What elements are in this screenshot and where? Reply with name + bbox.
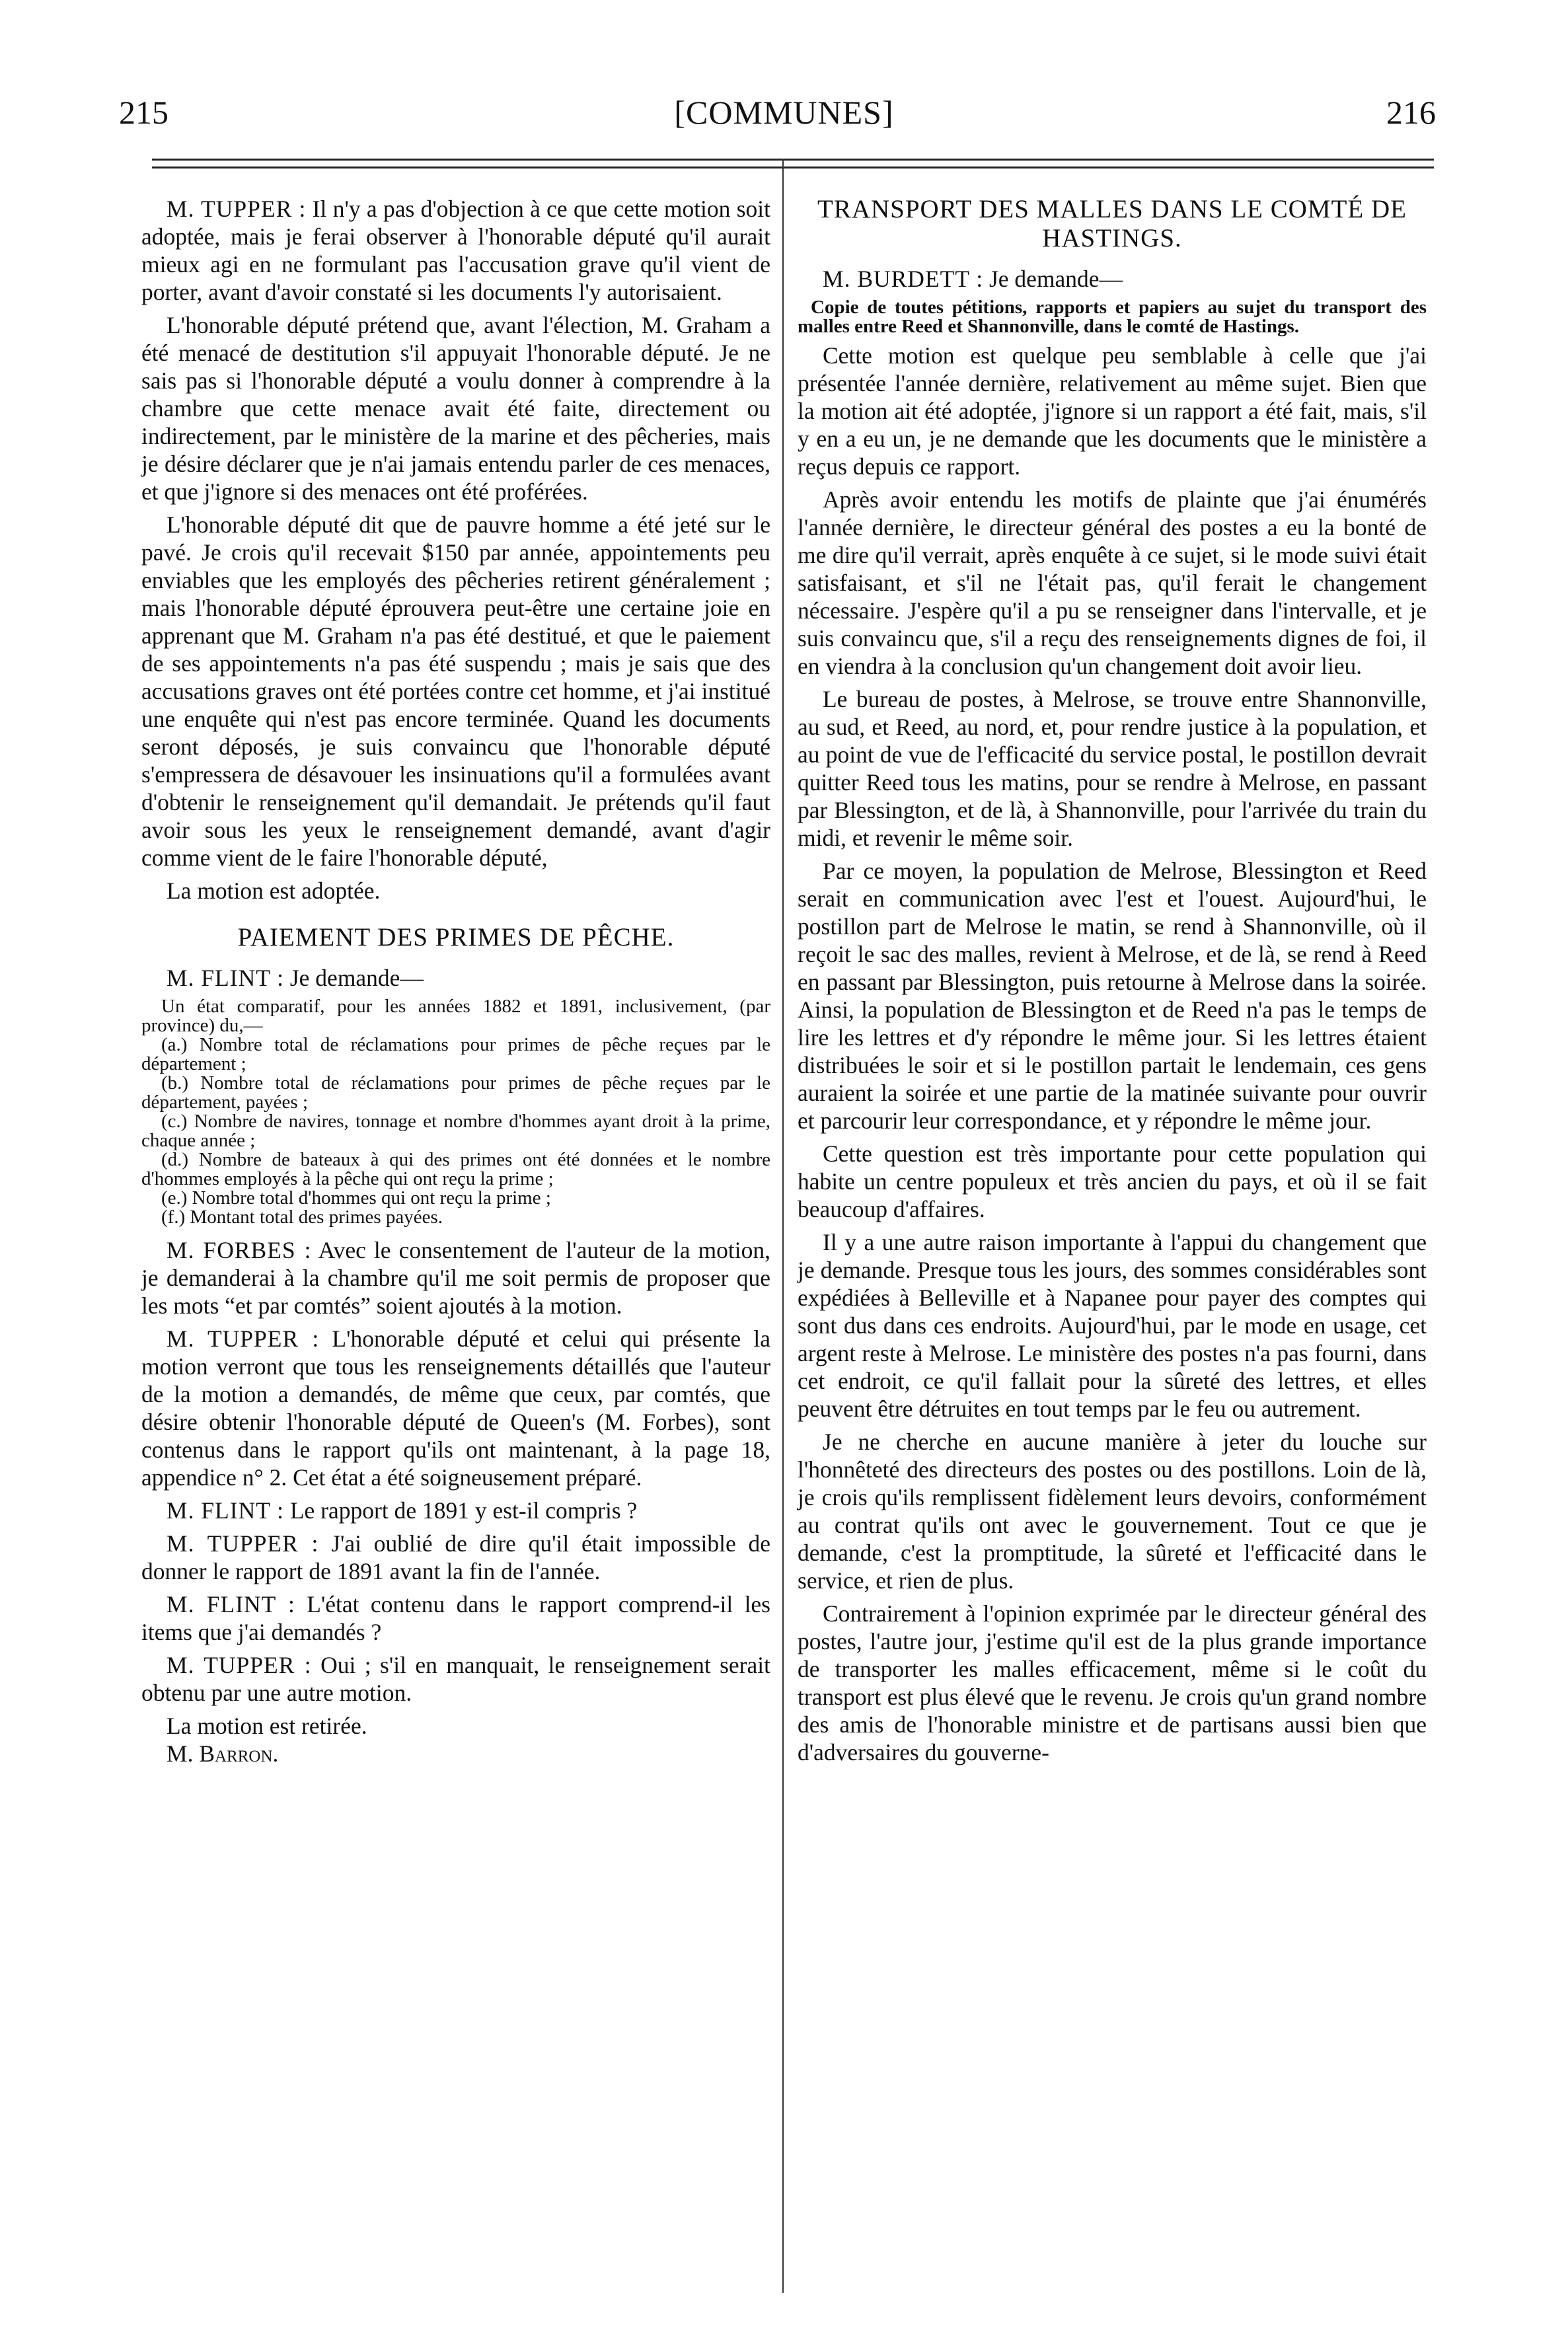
- paragraph-text: J'ai oublié de dire qu'il était impossible de donner le rapport de 1891 avant la fin de l'année.: [141, 1530, 770, 1584]
- motion-withdrawn: La motion est retirée.: [167, 1713, 367, 1739]
- burdett-paragraph-3: Le bureau de postes, à Melrose, se trouve entre Shannonville, au sud, et Reed, au nord, et, pour rendre justice à la population, et au point de vue de l'efficacité du service postal, le postillon devrait quitter Reed tous les matins, pour se rendre à Melrose, en passant par Blessington, et de là, à Shannonville, pour l'arrivée du train du midi, et revenir le même soir.: [798, 686, 1427, 851]
- right-column: [798, 195, 1427, 1771]
- forbes-paragraph: [141, 1236, 770, 1319]
- tupper-answer-1: [141, 1530, 770, 1585]
- flint-question-2: [141, 1590, 770, 1646]
- paragraph-text: Oui ; s'il en manquait, le renseignement serait obtenu par une autre motion.: [141, 1652, 770, 1706]
- motion-item-f: (f.) Montant total des primes payées.: [161, 1207, 443, 1228]
- header-rule-top: [152, 159, 1434, 161]
- speaker-name: M. FORBES :: [167, 1237, 312, 1263]
- motion-item-e: (e.) Nombre total d'hommes qui ont reçu la prime ;: [161, 1187, 551, 1208]
- burdett-paragraph-5: Cette question est très importante pour cette population qui habite un centre populeux et très ancien du pays, et où il se fait beaucoup d'affaires.: [798, 1140, 1427, 1222]
- section-heading-hastings: TRANSPORT DES MALLES DANS LE COMTÉ DE HASTINGS.: [817, 195, 1407, 252]
- motion-item-c: (c.) Nombre de navires, tonnage et nombre d'hommes ayant droit à la prime, chaque année ;: [141, 1111, 770, 1151]
- tupper-answer-2: [141, 1651, 770, 1707]
- page-number-right: 216: [1386, 94, 1436, 131]
- burdett-paragraph-4: Par ce moyen, la population de Melrose, Blessington et Reed serait en communication avec l'est et l'ouest. Aujourd'hui, le postillon part de Melrose le matin, se rend à Shannonville, où il reçoit le sac des malles, revient à Melrose, et de là, se rend à Reed en passant par Blessington, puis retourne à Melrose dans la soirée. Ainsi, la population de Blessington et de Reed n'a pas le temps de lire les lettres et d'y répondre le même jour. Si les lettres étaient distribuées le soir et si le postillon partait le lendemain, ces gens auraient la soirée et une partie de la matinée suivante pour ouvrir et parcourir leur correspondance, et y répondre le même jour.: [798, 858, 1427, 1134]
- paragraph-text: L'honorable député et celui qui présente la motion verront que tous les renseignements détaillés que l'auteur de la motion a demandés, de même que ceux, par comtés, que désire obtenir l'honorable député de Queen's (M. Forbes), sont contenus dans le rapport qu'ils ont maintenant, à la page 18, appendice n° 2. Cet état a été soigneusement préparé.: [141, 1325, 770, 1491]
- section-heading-primes: PAIEMENT DES PRIMES DE PÊCHE.: [237, 923, 675, 951]
- motion-item-b: (b.) Nombre total de réclamations pour primes de pêche reçues par le département, payées ;: [141, 1072, 770, 1113]
- paragraph-text: L'état contenu dans le rapport comprend-il les items que j'ai demandés ?: [141, 1591, 770, 1645]
- motion-intro: Un état comparatif, pour les années 1882 et 1891, inclusivement, (par province) du,—: [141, 996, 770, 1036]
- motion-item-d: (d.) Nombre de bateaux à qui des primes ont été données et le nombre d'hommes employés à la pêche qui ont reçu la prime ;: [141, 1149, 770, 1189]
- tupper-paragraph-3: L'honorable député dit que de pauvre homme a été jeté sur le pavé. Je crois qu'il recevait $150 par année, appointements peu enviables que les employés des pêcheries retirent généralement ; mais l'honorable député éprouvera peut-être une certaine joie en apprenant que M. Graham n'a pas été destitué, et que le paiement de ses appointements n'a pas été suspendu ; mais je sais que des accusations graves ont été portées contre cet homme, et j'ai institué une enquête qui n'est pas encore terminée. Quand les documents seront déposés, je suis convaincu que l'honorable député s'empressera de désavouer les insinuations qu'il a formulées avant d'obtenir le renseignement qu'il demandait. Je prétends qu'il faut avoir sous les yeux le renseignement demandé, avant d'agir comme vient de le faire l'honorable député,: [141, 511, 770, 871]
- burdett-paragraph-7: Je ne cherche en aucune manière à jeter du louche sur l'honnêteté des directeurs des postes ou des postillons. Loin de là, je crois qu'ils remplissent fidèlement leurs devoirs, conformément au contrat qu'ils ont avec le gouvernement. Tout ce que je demande, c'est la promptitude, la sûreté et l'efficacité dans le service, et rien de plus.: [798, 1429, 1427, 1594]
- paragraph-text: Je demande—: [989, 266, 1123, 292]
- flint-request: [141, 964, 770, 992]
- header-rule-bottom: [152, 167, 1434, 168]
- running-title: [COMMUNES]: [674, 94, 894, 131]
- tupper-paragraph-4: [141, 1325, 770, 1491]
- page-header: [0, 89, 1568, 135]
- tupper-paragraph-1: [141, 195, 770, 306]
- speaker-name: M. FLINT :: [167, 1591, 295, 1617]
- paragraph-text: Il n'y a pas d'objection à ce que cette motion soit adoptée, mais je ferai observer à l'honorable député qu'il aurait mieux agi en ne formulant pas l'accusation grave qu'il vient de porter, avant d'avoir constaté si les documents l'y autorisaient.: [141, 196, 771, 305]
- speaker-name: M. BURDETT :: [823, 266, 984, 292]
- speaker-name: M. TUPPER :: [167, 196, 307, 222]
- flint-question-1: [141, 1497, 770, 1524]
- column-divider: [782, 159, 784, 2293]
- motion-item-a: (a.) Nombre total de réclamations pour primes de pêche reçues par le département ;: [141, 1034, 770, 1074]
- burdett-paragraph-2: Après avoir entendu les motifs de plainte que j'ai énumérés l'année dernière, le directeur général des postes a eu la bonté de me dire qu'il verrait, après enquête à ce sujet, si le mode suivi était satisfaisant, et s'il ne l'était pas, qu'il ferait le changement nécessaire. J'espère qu'il a pu se renseigner dans l'intervalle, et je suis convaincu que, s'il a reçu des renseignements dignes de foi, il en viendra à la conclusion qu'un changement doit avoir lieu.: [798, 486, 1427, 679]
- burdett-paragraph-6: Il y a une autre raison importante à l'appui du changement que je demande. Presque tous les jours, des sommes considérables sont expédiées à Belleville et à Napanee pour payer des comptes qui sont dus dans ces endroits. Aujourd'hui, par le mode en usage, cet argent reste à Melrose. Le ministère des postes n'a pas fourni, dans cet endroit, ce qu'il fallait pour la sûreté des lettres, et elles peuvent être détruites en tout temps par le feu ou autrement.: [798, 1229, 1427, 1422]
- motion-text-primes: [141, 997, 770, 1227]
- speaker-name: M. FLINT :: [167, 965, 284, 991]
- speaker-name: M. TUPPER :: [167, 1652, 312, 1678]
- speaker-name: M. FLINT :: [167, 1497, 284, 1524]
- burdett-paragraph-8: Contrairement à l'opinion exprimée par le directeur général des postes, l'autre jour, j'estime qu'il est de la plus grande importance de transporter les malles efficacement, même si le coût du transport est plus élevé que le revenu. Je crois qu'un grand nombre des amis de l'honorable ministre et de partisans aussi bien que d'adversaires du gouverne-: [798, 1600, 1427, 1765]
- next-speaker-barron: M. Barron.: [167, 1740, 279, 1767]
- tupper-paragraph-2: L'honorable député prétend que, avant l'élection, M. Graham a été menacé de destitution s'il appuyait l'honorable député. Je ne sais pas si l'honorable député a voulu donner à comprendre à la chambre que cette menace avait été faite, directement ou indirectement, par le ministère de la marine et des pêcheries, mais je désire déclarer que je n'ai jamais entendu parler de ces menaces, et que j'ignore si des menaces ont été proférées.: [141, 312, 770, 505]
- motion-text-hastings: Copie de toutes pétitions, rapports et papiers au sujet du transport des malles entre Reed et Shannonville, dans le comté de Hastings.: [798, 297, 1427, 337]
- motion-adopted: La motion est adoptée.: [167, 877, 381, 904]
- speaker-name: M. TUPPER :: [167, 1530, 319, 1557]
- speaker-name: M. TUPPER :: [167, 1325, 320, 1352]
- page-number-left: 215: [119, 94, 168, 131]
- paragraph-text: Avec le consentement de l'auteur de la motion, je demanderai à la chambre qu'il me soit permis de proposer que les mots “et par comtés” soient ajoutés à la motion.: [141, 1237, 770, 1319]
- left-column: [141, 195, 770, 1773]
- paragraph-text: Le rapport de 1891 y est-il compris ?: [289, 1497, 638, 1524]
- burdett-request: [798, 265, 1427, 293]
- burdett-paragraph-1: Cette motion est quelque peu semblable à celle que j'ai présentée l'année dernière, relativement au même sujet. Bien que la motion ait été adoptée, j'ignore si un rapport a été fait, mais, s'il y en a eu un, je ne demande que les documents que le ministère a reçus depuis ce rapport.: [798, 342, 1427, 480]
- paragraph-text: Je demande—: [289, 965, 424, 991]
